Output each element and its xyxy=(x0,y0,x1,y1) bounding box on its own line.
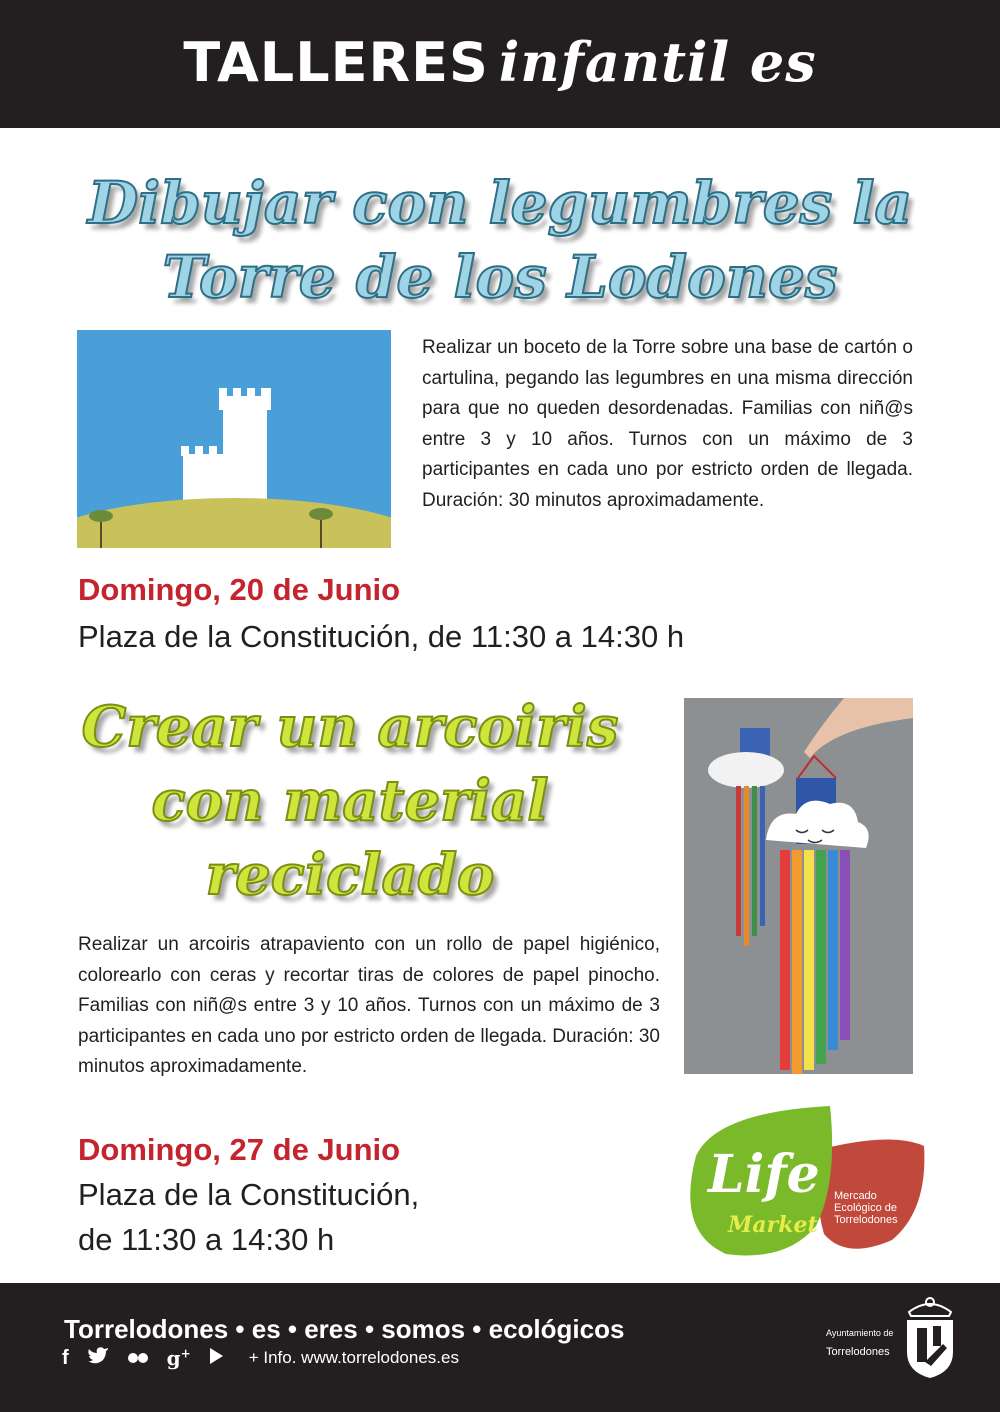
workshop2-title-line2: con material xyxy=(151,768,549,834)
logo-caption-line2: Ecológico de xyxy=(834,1202,897,1214)
tower-illustration xyxy=(77,330,391,548)
logo-caption xyxy=(834,1190,898,1226)
workshop1-title-line2: Torre de los Lodones xyxy=(162,243,838,311)
footer-info[interactable]: + Info. www.torrelodones.es xyxy=(248,1348,459,1367)
workshop2-title-line3: reciclado xyxy=(205,842,495,908)
logo-caption-line3: Torrelodones xyxy=(834,1214,898,1226)
workshop1-description: Realizar un boceto de la Torre sobre una base de cartón o cartulina, pegando las legumbres en una misma dirección para que no queden desordenadas. Familias con niñ@s entre 3 y 10 años. Turnos con un máximo de 3 participantes en cada uno por estricto orden de llegada. Duración: 30 minutos aproximadamente. xyxy=(422,337,913,511)
facebook-icon[interactable]: f xyxy=(62,1346,69,1369)
youtube-icon[interactable] xyxy=(209,1347,223,1370)
workshop2-title-line1: Crear un arcoiris xyxy=(81,694,619,760)
page-title xyxy=(0,30,1000,94)
ayto-label: Ayuntamiento de xyxy=(826,1328,894,1338)
workshop1-place: Plaza de la Constitución, de 11:30 a 14:30 h xyxy=(78,619,685,654)
workshop2-description: Realizar un arcoiris atrapaviento con un rollo de papel higiénico, colorearlo con ceras y recortar tiras de colores de papel pinocho. Familias con niñ@s entre 3 y 10 años. Turnos con un máximo de 3 participantes en cada uno por estricto orden de llegada. Duración: 30 minutos aproximadamente. xyxy=(78,934,660,1077)
social-links xyxy=(62,1346,459,1370)
workshop2-title xyxy=(40,690,660,912)
municipal-crest-icon xyxy=(903,1294,957,1385)
google-plus-icon[interactable]: g+ xyxy=(166,1346,191,1370)
workshop1-title xyxy=(40,166,960,314)
workshop2-place-line2: de 11:30 a 14:30 h xyxy=(78,1222,335,1257)
workshop2-place-line1: Plaza de la Constitución, xyxy=(78,1177,420,1212)
life-market-logo xyxy=(676,1102,928,1267)
footer-slogan: Torrelodones • es • eres • somos • ecológicos xyxy=(64,1314,625,1344)
logo-caption-line1: Mercado xyxy=(834,1190,877,1202)
flickr-icon[interactable] xyxy=(127,1347,149,1370)
ayto-name: Torrelodones xyxy=(826,1346,890,1358)
title-sub: infantil es xyxy=(498,30,817,94)
workshop1-title-line1: Dibujar con legumbres la xyxy=(87,169,913,237)
workshop2-date: Domingo, 27 de Junio xyxy=(78,1132,401,1167)
logo-name-life: Life xyxy=(708,1144,820,1205)
title-main: TALLERES xyxy=(183,31,489,94)
twitter-icon[interactable] xyxy=(87,1346,109,1370)
logo-name-market: Market xyxy=(728,1212,818,1238)
workshop2-place xyxy=(78,1172,419,1262)
workshop1-date: Domingo, 20 de Junio xyxy=(78,572,401,607)
rainbow-windsock-photo xyxy=(684,698,913,1074)
